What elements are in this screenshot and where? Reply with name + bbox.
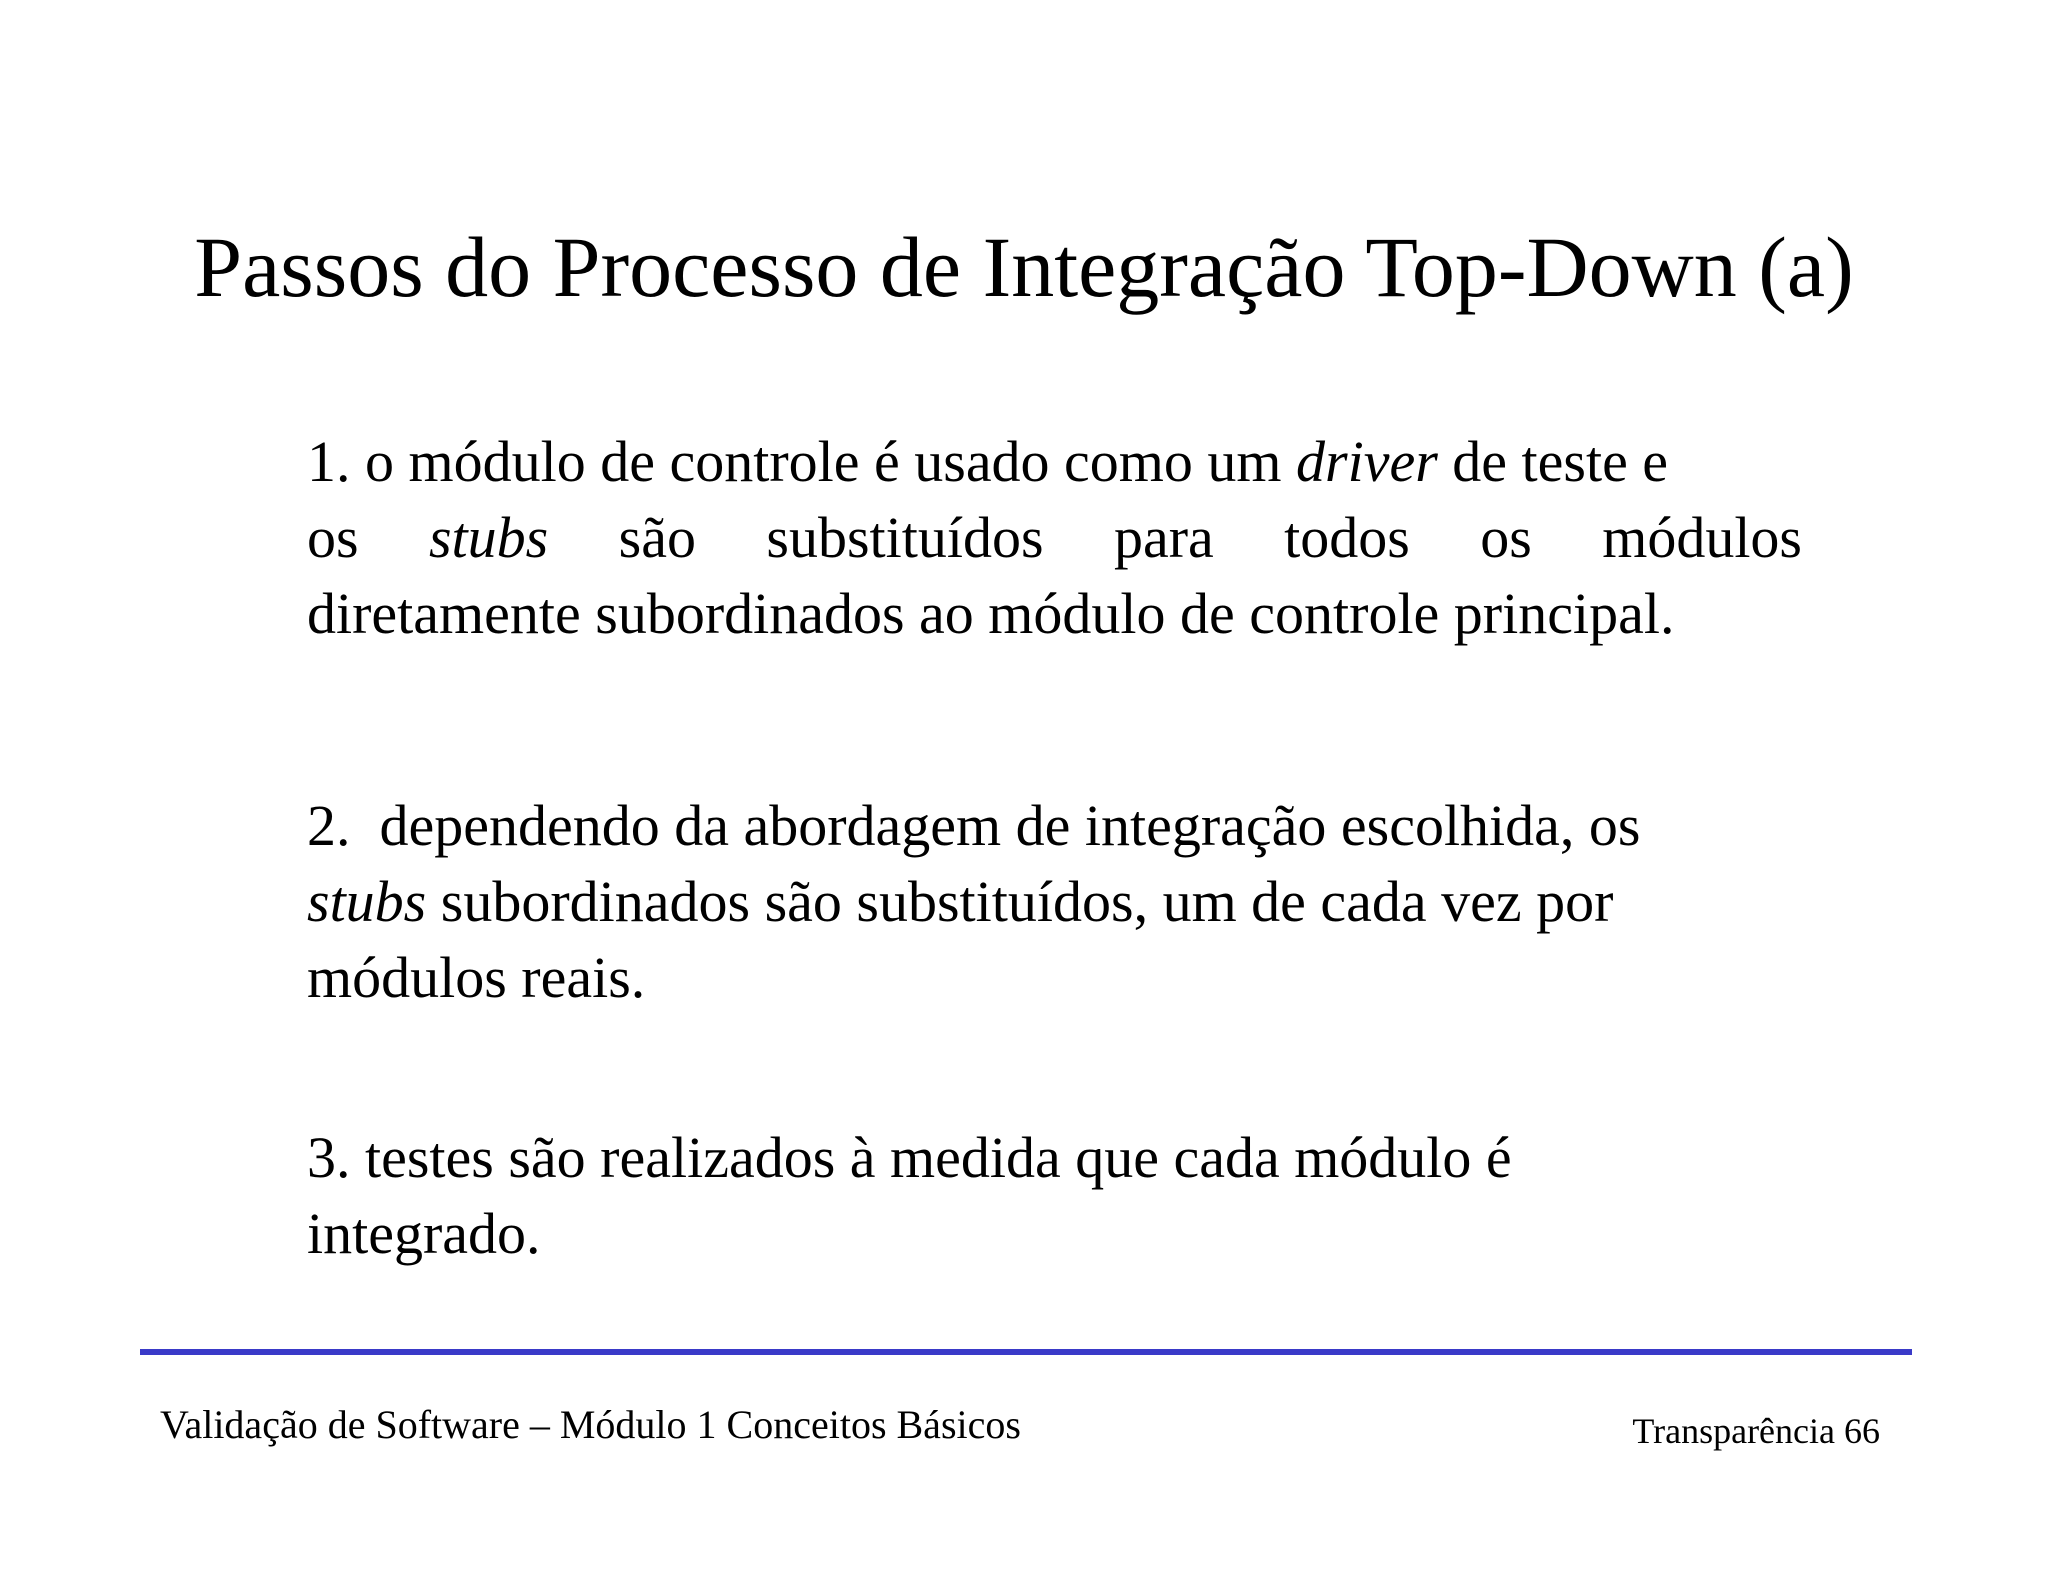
item-2-line-1 <box>307 788 1802 864</box>
footer-course-title: Validação de Software – Módulo 1 Conceitos Básicos <box>160 1402 1021 1447</box>
item-2-stubs-term: stubs <box>307 869 427 934</box>
item-3-line-2: integrado. <box>307 1201 541 1266</box>
item-1-line-2 <box>307 500 1802 576</box>
item-2-line-2 <box>307 864 1802 940</box>
item-1-number: 1. <box>307 429 351 494</box>
item-2-text-a: dependendo da abordagem de integração escolhida, os <box>379 793 1641 858</box>
item-1-driver-term: driver <box>1296 429 1438 494</box>
list-item-3 <box>307 1120 1802 1272</box>
item-1-stubs-term: stubs <box>428 505 549 570</box>
footer-slide-number: Transparência 66 <box>1632 1411 1880 1451</box>
item-1-text-a: o módulo de controle é usado como um <box>365 429 1282 494</box>
item-2-number: 2. <box>307 793 351 858</box>
item-2-text-b: subordinados são substituídos, um de cada vez por <box>440 869 1614 934</box>
item-1-text-d: são substituídos para todos os módulos <box>618 505 1803 570</box>
item-2-line-3: módulos reais. <box>307 945 646 1010</box>
item-1-text-c: os <box>307 505 359 570</box>
item-1-line-3: diretamente subordinados ao módulo de controle principal. <box>307 581 1675 646</box>
list-item-1 <box>307 424 1802 652</box>
item-1-line-1 <box>307 424 1802 500</box>
item-3-number: 3. <box>307 1125 351 1190</box>
list-item-2 <box>307 788 1802 1016</box>
slide-title: Passos do Processo de Integração Top-Down (a) <box>194 219 1854 315</box>
item-1-text-b: de teste e <box>1452 429 1669 494</box>
item-3-line-1 <box>307 1120 1802 1196</box>
item-3-text-a: testes são realizados à medida que cada módulo é <box>365 1125 1512 1190</box>
footer-divider <box>140 1349 1912 1355</box>
